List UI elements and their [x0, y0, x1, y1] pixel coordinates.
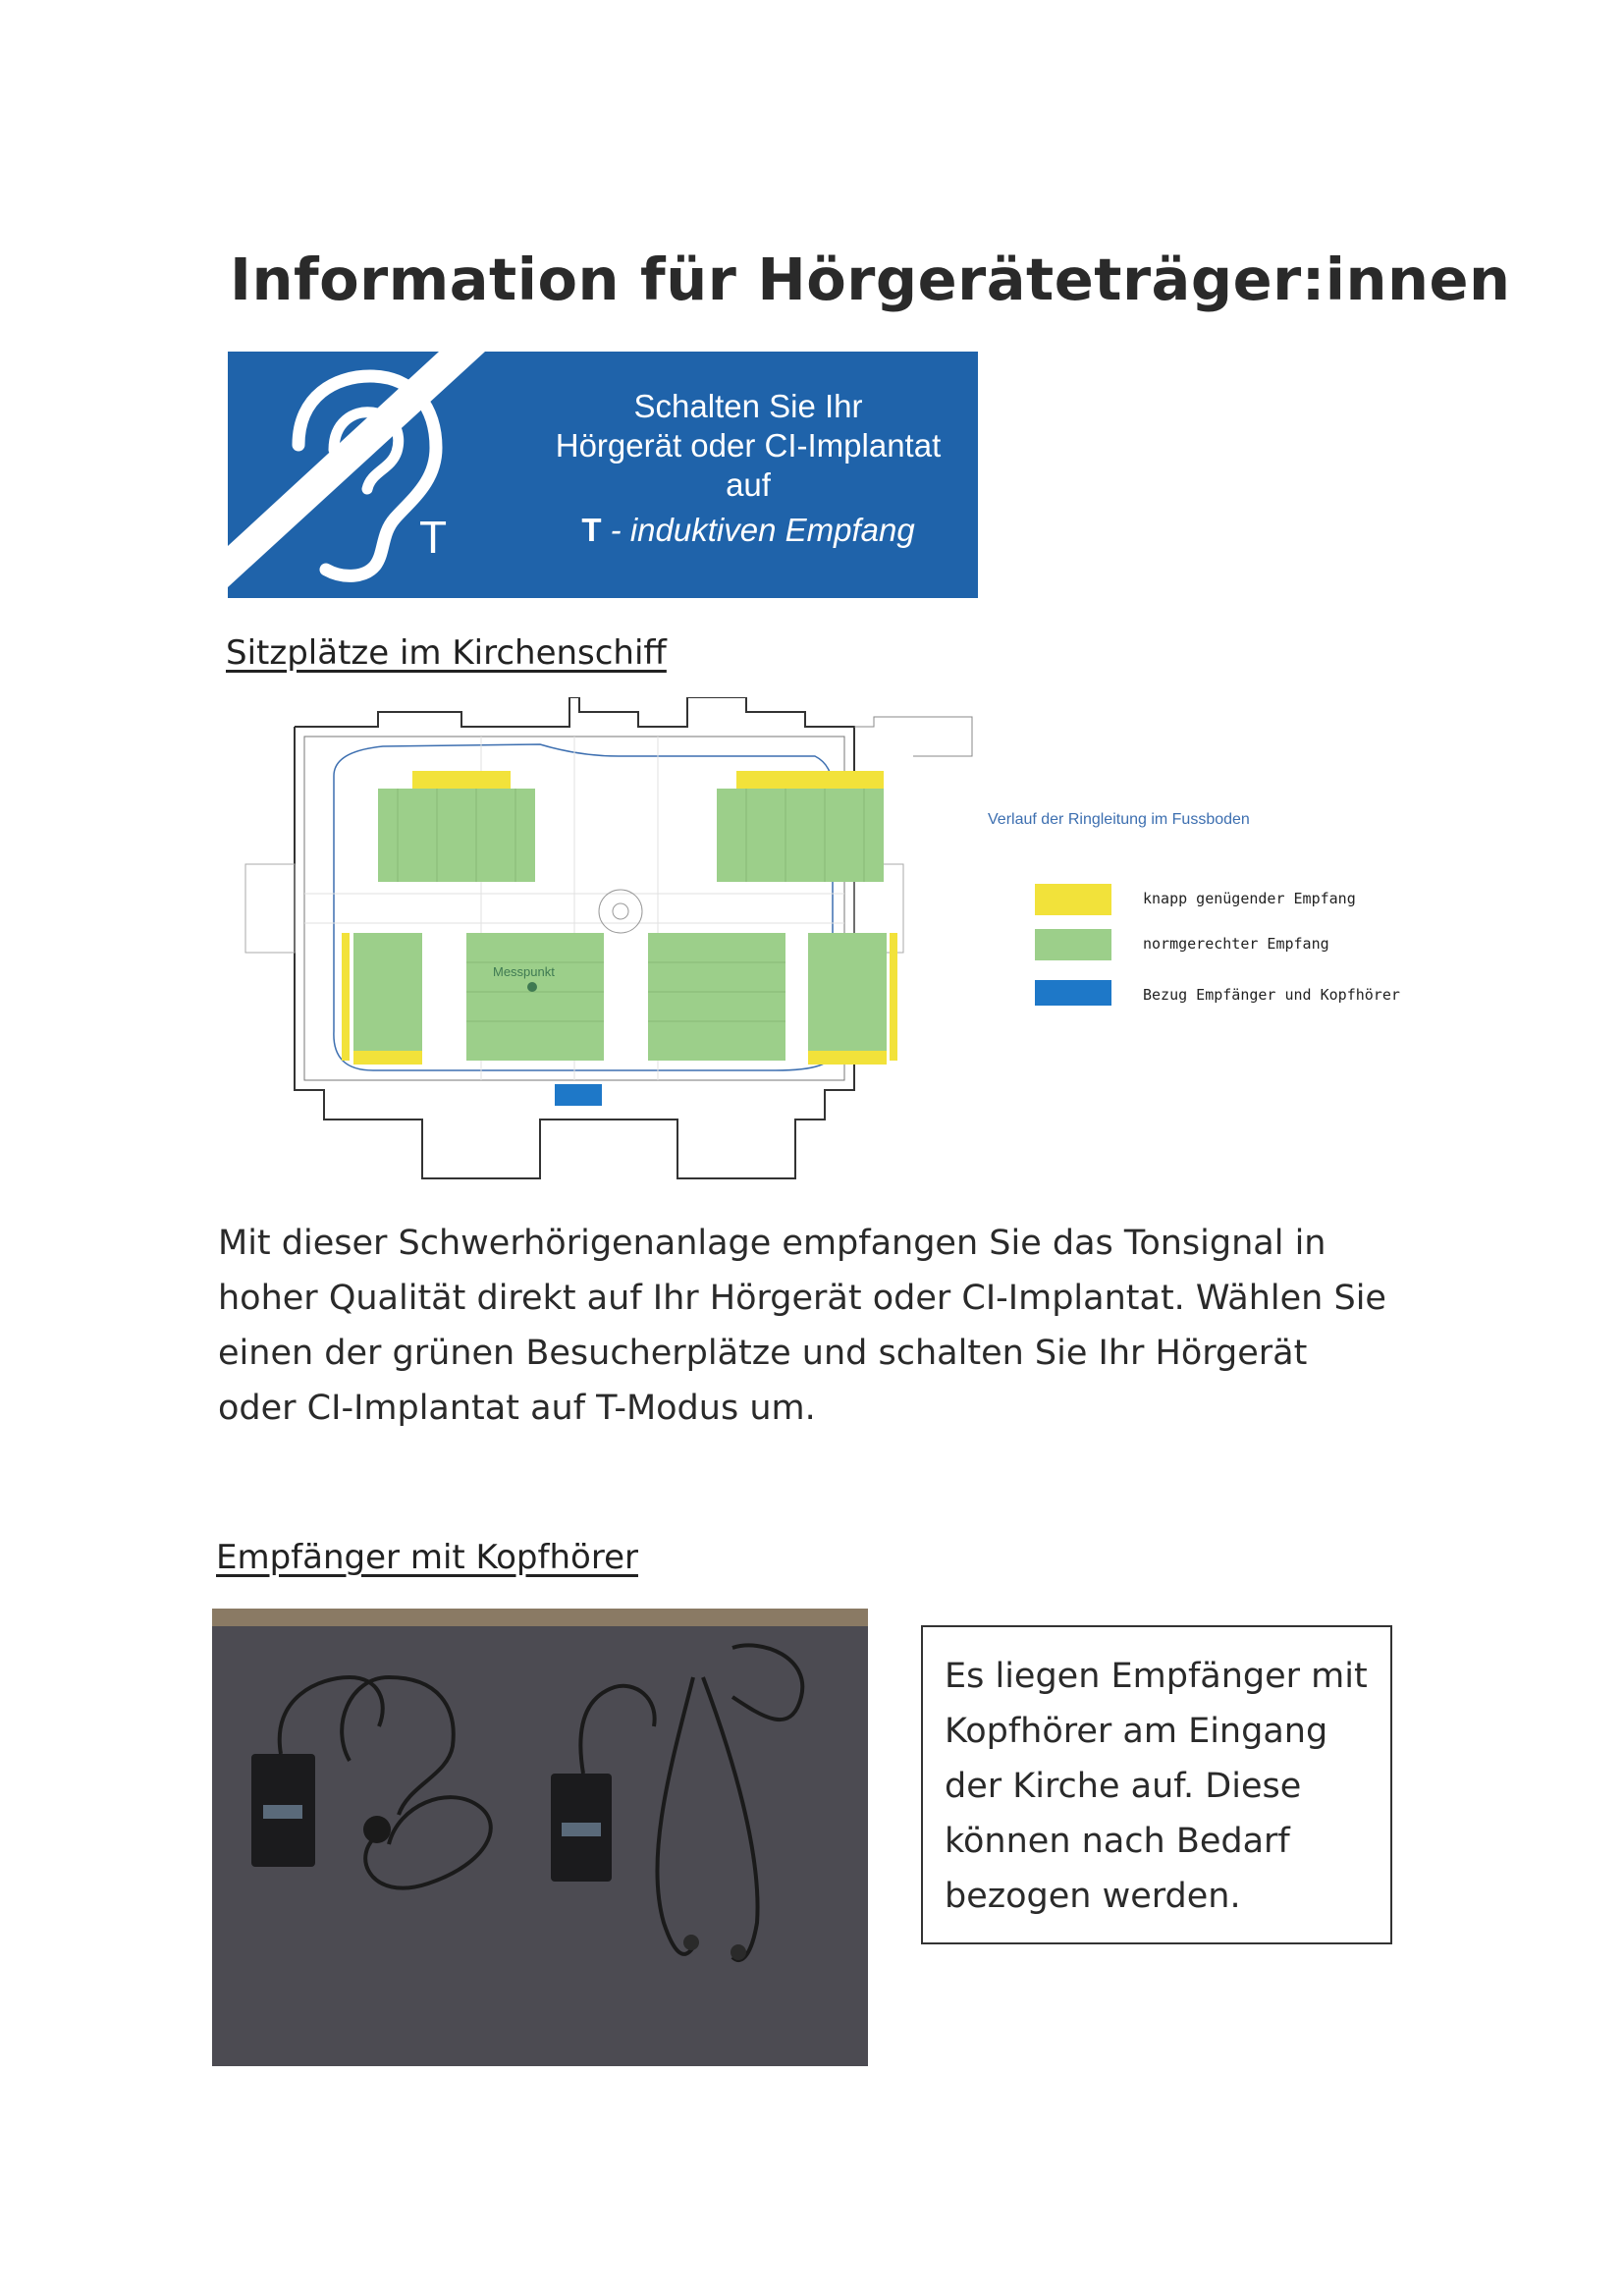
- receiver-heading: Empfänger mit Kopfhörer: [216, 1538, 638, 1577]
- receiver-headphones-photo: [212, 1609, 868, 2066]
- legend-swatch-green: [1035, 929, 1111, 960]
- banner-t-bold: T: [581, 512, 602, 548]
- legend-label-green: normgerechter Empfang: [1143, 935, 1329, 953]
- banner-t-rest: - induktiven Empfang: [601, 512, 915, 548]
- legend-swatch-yellow: [1035, 884, 1111, 915]
- legend-label-yellow: knapp genügender Empfang: [1143, 890, 1356, 907]
- banner-line-4: [522, 511, 974, 550]
- banner-text: [522, 387, 974, 550]
- receiver-info-box: Es liegen Empfänger mit Kopfhörer am Eingang der Kirche auf. Diese können nach Bedarf bezogen werden.: [921, 1625, 1392, 1944]
- banner-line-1: Schalten Sie Ihr: [633, 388, 863, 424]
- banner-line-3: auf: [726, 466, 771, 503]
- measure-point-label: Messpunkt: [493, 964, 555, 979]
- church-floor-plan: [226, 697, 1110, 1188]
- receiver-headphones-illustration: [212, 1609, 868, 2066]
- hearing-loop-banner: [228, 352, 978, 598]
- banner-line-2: Hörgerät oder CI-Implantat: [555, 427, 942, 464]
- legend-swatch-blue: [1035, 980, 1111, 1006]
- t-symbol: T: [419, 512, 448, 563]
- seating-heading: Sitzplätze im Kirchenschiff: [226, 633, 667, 673]
- description-paragraph: Mit dieser Schwerhörigenanlage empfangen Sie das Tonsignal in hoher Qualität direkt auf Ihr Hörgerät oder CI-Implantat. Wählen Sie einen der grünen Besucherplätze und schalten Sie Ihr Hörgerät oder CI-Implantat auf T-Modus um.: [218, 1224, 1386, 1428]
- ring-line-label: Verlauf der Ringleitung im Fussboden: [988, 811, 1250, 828]
- legend-label-blue: Bezug Empfänger und Kopfhörer: [1143, 986, 1400, 1004]
- page-title: Information für Hörgeräteträger:innen: [230, 246, 1511, 313]
